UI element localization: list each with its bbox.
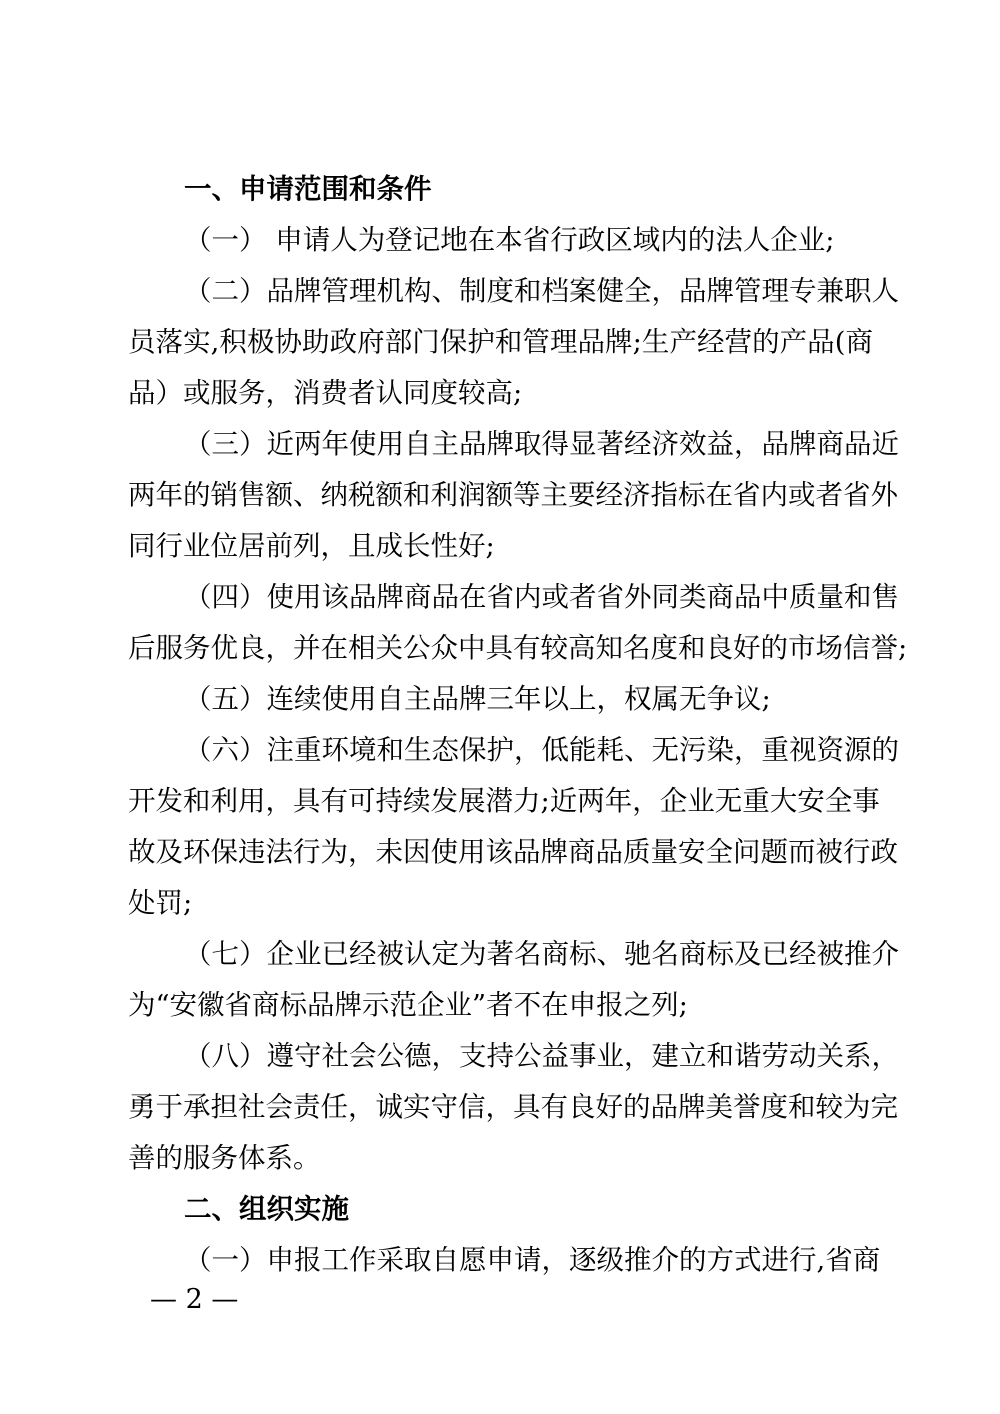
paragraph-line: 两年的销售额、纳税额和利润额等主要经济指标在省内或者省外	[128, 479, 898, 511]
paragraph-line: （一） 申请人为登记地在本省行政区域内的法人企业;	[184, 224, 835, 256]
paragraph-line: （八）遵守社会公德，支持公益事业，建立和谐劳动关系，	[184, 1040, 899, 1072]
paragraph-line: （二）品牌管理机构、制度和档案健全，品牌管理专兼职人	[184, 275, 899, 307]
paragraph-line: 为“安徽省商标品牌示范企业”者不在申报之列;	[128, 989, 688, 1021]
paragraph-line: （三）近两年使用自主品牌取得显著经济效益，品牌商品近	[184, 428, 899, 460]
paragraph-line: 善的服务体系。	[128, 1142, 321, 1174]
page-number: — 2 —	[150, 1284, 239, 1315]
paragraph-line: 后服务优良，并在相关公众中具有较高知名度和良好的市场信誉;	[128, 632, 908, 664]
paragraph-line: 故及环保违法行为，未因使用该品牌商品质量安全问题而被行政	[128, 836, 898, 868]
paragraph-line: 处罚;	[128, 887, 193, 919]
paragraph-line: 勇于承担社会责任，诚实守信，具有良好的品牌美誉度和较为完	[128, 1091, 898, 1123]
section-heading: 一、申请范围和条件	[184, 173, 432, 205]
paragraph-line: （六）注重环境和生态保护，低能耗、无污染，重视资源的	[184, 734, 899, 766]
paragraph-line: 品）或服务，消费者认同度较高;	[128, 377, 523, 409]
paragraph-line: （一）申报工作采取自愿申请，逐级推介的方式进行,省商	[184, 1244, 881, 1276]
paragraph-line: （四）使用该品牌商品在省内或者省外同类商品中质量和售	[184, 581, 899, 613]
section-heading: 二、组织实施	[184, 1193, 349, 1225]
paragraph-line: 员落实,积极协助政府部门保护和管理品牌;生产经营的产品(商	[128, 326, 873, 358]
paragraph-line: 开发和利用，具有可持续发展潜力;近两年，企业无重大安全事	[128, 785, 880, 817]
paragraph-line: （五）连续使用自主品牌三年以上，权属无争议;	[184, 683, 771, 715]
paragraph-line: （七）企业已经被认定为著名商标、驰名商标及已经被推介	[184, 938, 899, 970]
paragraph-line: 同行业位居前列，且成长性好;	[128, 530, 495, 562]
